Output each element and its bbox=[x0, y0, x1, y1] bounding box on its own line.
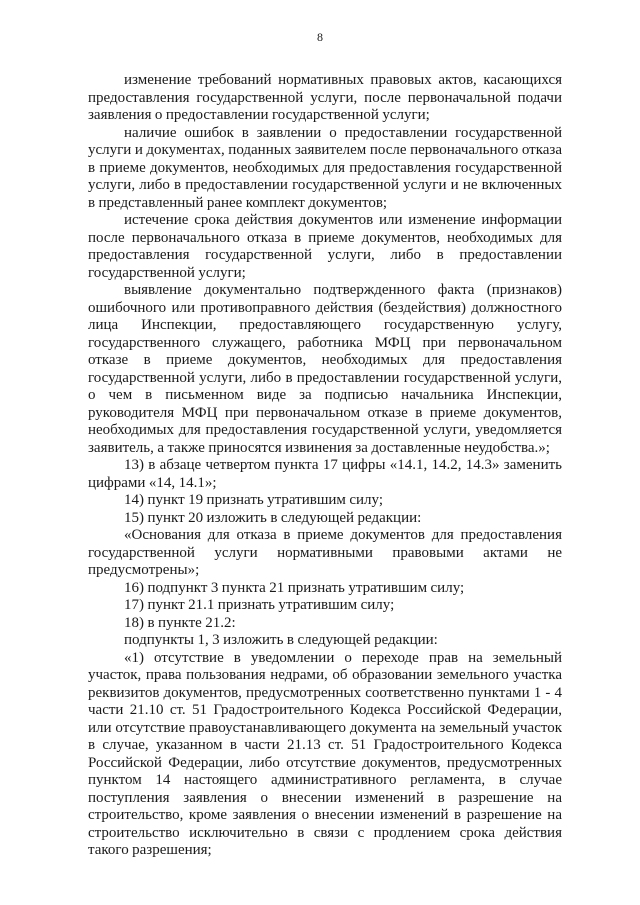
page-number: 8 bbox=[317, 30, 323, 44]
paragraph: выявление документально подтвержденного факта (признаков) ошибочного или противоправного действия (бездействия) должностного лица Инспекции, предоставляющего государственную услугу, государственного служащего, работника МФЦ при первоначальном отказе в приеме документов, необходимых для предоставления государственной услуги, либо в предоставлении государственной услуги, о чем в письменном виде за подписью начальника Инспекции, руководителя МФЦ при первоначальном отказе в приеме документов, необходимых для предоставления государственной услуги, уведомляется заявитель, а также приносятся извинения за доставленные неудобства.»; bbox=[88, 282, 562, 456]
paragraph: 15) пункт 20 изложить в следующей редакции: bbox=[124, 509, 422, 526]
paragraph: истечение срока действия документов или изменение информации после первоначального отказа в приеме документов, необходимых для предоставления государственной услуги, либо в предоставлении государственной услуги; bbox=[88, 212, 562, 281]
paragraph: 18) в пункте 21.2: bbox=[124, 614, 236, 631]
paragraph: 14) пункт 19 признать утратившим силу; bbox=[124, 492, 384, 508]
paragraph: 13) в абзаце четвертом пункта 17 цифры «14.1, 14.2, 14.3» заменить цифрами «14, 14.1»; bbox=[88, 457, 562, 491]
paragraph: подпункты 1, 3 изложить в следующей редакции: bbox=[124, 632, 438, 648]
paragraph: 17) пункт 21.1 признать утратившим силу; bbox=[124, 597, 395, 613]
paragraph: «1) отсутствие в уведомлении о переходе прав на земельный участок, права пользования недрами, об образовании земельного участка реквизитов документов, предусмотренных соответственно пунктами 1 - 4 части 21.10 ст. 51 Градостроительного Кодекса Российской Федерации, или отсутствие правоустанавливающего документа на земельный участок в случае, указанном в части 21.13 ст. 51 Градостроительного Кодекса Российской Федерации, либо отсутствие документов, предусмотренных пунктом 14 настоящего административного регламента, в случае поступления заявления о внесении изменений в разрешение на строительство, кроме заявления о внесении изменений в разрешение на строительство исключительно в связи с продлением срока действия такого разрешения; bbox=[88, 649, 562, 858]
paragraph: наличие ошибок в заявлении о предоставлении государственной услуги и документах, поданных заявителем после первоначального отказа в приеме документов, необходимых для предоставления государственной услуги, либо в предоставлении государственной услуги и не включенных в представленный ранее комплект документов; bbox=[88, 124, 562, 211]
paragraph: 16) подпункт 3 пункта 21 признать утратившим силу; bbox=[124, 579, 465, 596]
paragraph: изменение требований нормативных правовых актов, касающихся предоставления государственной услуги, после первоначальной подачи заявления о предоставлении государственной услуги; bbox=[88, 72, 562, 123]
document-body bbox=[88, 72, 562, 860]
paragraph: «Основания для отказа в приеме документов для предоставления государственной услуги нормативными правовыми актами не предусмотрены»; bbox=[88, 527, 562, 578]
